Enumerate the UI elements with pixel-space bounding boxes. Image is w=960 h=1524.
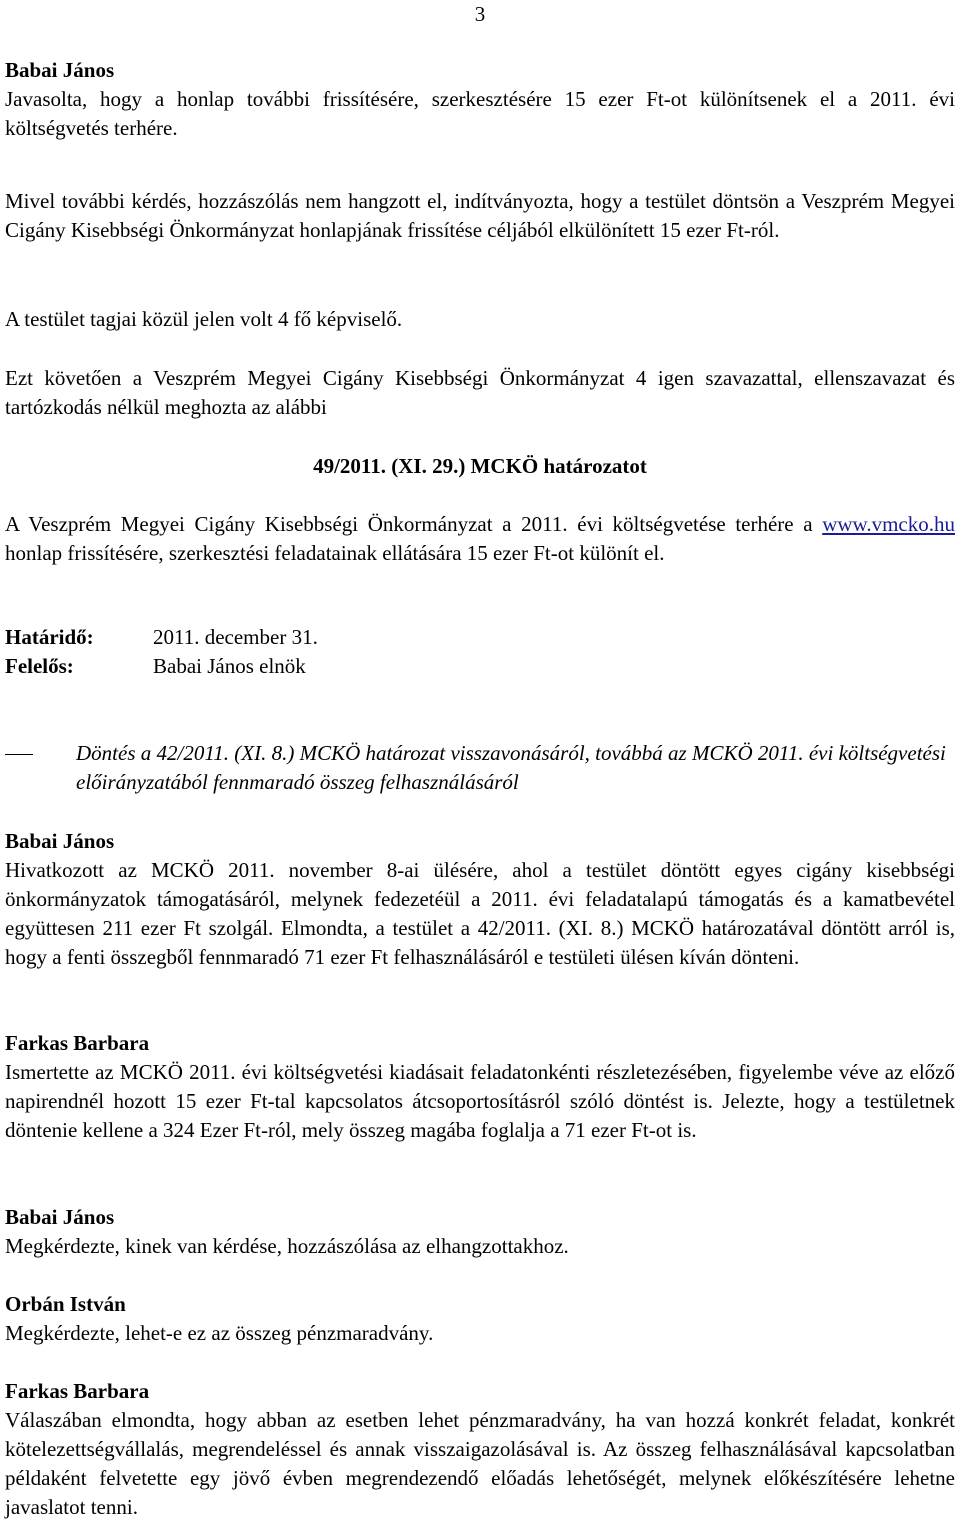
resolution-title (5, 452, 955, 481)
resolution-heading: 49/2011. (XI. 29.) MCKÖ határozatot (313, 454, 647, 478)
responsible-row (5, 652, 955, 681)
resolution-text-post: honlap frissítésére, szerkesztési feladatainak ellátására 15 ezer Ft-ot különít el. (5, 541, 665, 565)
speech-text: Ismertette az MCKÖ 2011. évi költségvetési kiadásait feladatonkénti részletezésében, figyelembe véve az előző napirendnél hozott 15 ezer Ft-tal kapcsolatos átcsoportosításról szóló döntést is. Jelezte, hogy a testületnek döntenie kellene a 324 Ezer Ft-ról, mely összeg magába foglalja a 71 ezer Ft-ot is. (5, 1060, 955, 1142)
responsible-label: Felelős: (5, 654, 74, 678)
responsible-value: Babai János elnök (153, 654, 306, 678)
deadline-row (5, 623, 955, 652)
speaker-name: Babai János (5, 1205, 115, 1229)
page-number: 3 (474, 2, 486, 26)
section-babai-3 (5, 1203, 955, 1261)
speech-text: Hivatkozott az MCKÖ 2011. november 8-ai ülésére, ahol a testület döntött egyes cigány kisebbségi önkormányzatok támogatásáról, melynek fedezetéül a 2011. évi feladatalapú támogatás és a kamatbevétel együttesen 211 ezer Ft szolgál. Elmondta, a testület a 42/2011. (XI. 8.) MCKÖ határozatával döntött arról is, hogy a fenti összegből fennmaradó 71 ezer Ft felhasználásáról e testületi ülésen kíván dönteni. (5, 858, 955, 969)
paragraph-text: Ezt követően a Veszprém Megyei Cigány Kisebbségi Önkormányzat 4 igen szavazattal, ellenszavazat és tartózkodás nélkül meghozta az alábbi (5, 366, 955, 419)
resolution-body (5, 510, 955, 568)
speaker-name: Babai János (5, 58, 115, 82)
agenda-text: Döntés a 42/2011. (XI. 8.) MCKÖ határozat visszavonásáról, továbbá az MCKÖ 2011. évi költségvetési előirányzatából fennmaradó összeg felhasználásáról (76, 741, 946, 794)
agenda-heading (5, 739, 955, 797)
speech-text: Javasolta, hogy a honlap további frissítésére, szerkesztésére 15 ezer Ft-ot különítsenek el a 2011. évi költségvetés terhére. (5, 87, 955, 140)
section-farkas-1 (5, 1029, 955, 1145)
paragraph-text: A testület tagjai közül jelen volt 4 fő képviselő. (5, 307, 403, 331)
speech-text: Válaszában elmondta, hogy abban az esetben lehet pénzmaradvány, ha van hozzá konkrét feladat, konkrét kötelezettségvállalás, megrendeléssel és annak visszaigazolásával is. Az összeg felhasználásával kapcsolatban példaként felvetette egy jövő évben megrendezendő előadás lehetőségét, melynek előkészítésére lehetne javaslatot tenni. (5, 1408, 955, 1519)
speaker-name: Babai János (5, 829, 115, 853)
paragraph-proposal (5, 187, 955, 245)
speaker-name: Farkas Barbara (5, 1031, 150, 1055)
deadline-value: 2011. december 31. (153, 625, 318, 649)
deadline-table (5, 623, 955, 681)
speaker-name: Orbán István (5, 1292, 126, 1316)
speech-text: Megkérdezte, lehet-e ez az összeg pénzmaradvány. (5, 1321, 434, 1345)
paragraph-text: Mivel további kérdés, hozzászólás nem hangzott el, indítványozta, hogy a testület döntsön a Veszprém Megyei Cigány Kisebbségi Önkormányzat honlapjának frissítése céljából elkülönített 15 ezer Ft-ról. (5, 189, 955, 242)
section-farkas-2 (5, 1377, 955, 1522)
resolution-text-pre: A Veszprém Megyei Cigány Kisebbségi Önkormányzat a 2011. évi költségvetése terhére a (5, 512, 813, 536)
speaker-name: Farkas Barbara (5, 1379, 150, 1403)
section-orban (5, 1290, 955, 1348)
section-babai-1 (5, 56, 955, 143)
speech-text: Megkérdezte, kinek van kérdése, hozzászólása az elhangzottakhoz. (5, 1234, 569, 1258)
dash-bullet-icon (5, 754, 33, 755)
deadline-label: Határidő: (5, 625, 94, 649)
section-babai-2 (5, 827, 955, 972)
website-link[interactable]: www.vmcko.hu (822, 512, 956, 536)
agenda-item (5, 739, 955, 797)
paragraph-vote (5, 364, 955, 422)
paragraph-attendance (5, 305, 955, 334)
resolution-text (5, 510, 955, 568)
